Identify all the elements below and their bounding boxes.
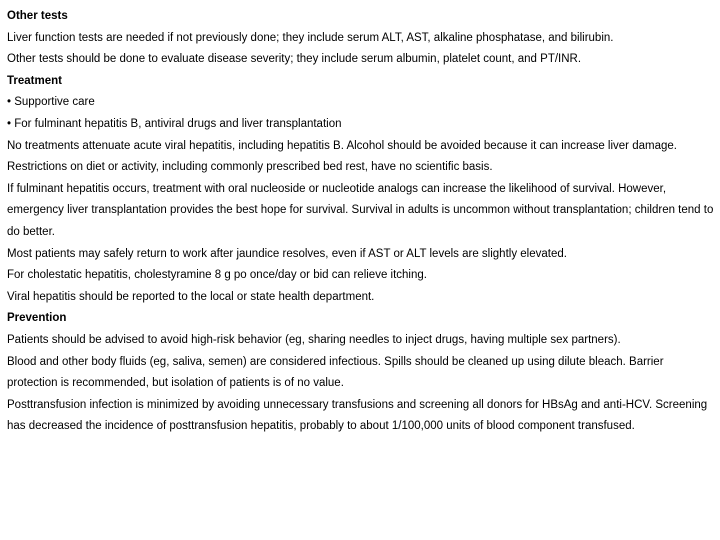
- section-heading: Prevention: [7, 312, 67, 325]
- paragraph: Posttransfusion infection is minimized by avoiding unnecessary transfusions and screening all donors for HBsAg and anti-HCV. Screening has decreased the incidence of posttransfusion hepatitis, probably to about 1/100,000 units of blood component transfused.: [7, 398, 708, 433]
- bullet-item: • Supportive care: [7, 96, 95, 109]
- paragraph: Patients should be advised to avoid high-risk behavior (eg, sharing needles to inject drugs, having multiple sex partners).: [7, 333, 621, 346]
- paragraph: Blood and other body fluids (eg, saliva, semen) are considered infectious. Spills should be cleaned up using dilute bleach. Barrier protection is recommended, but isolation of patients is of no value.: [7, 355, 664, 390]
- section-prevention: [7, 308, 715, 438]
- section-other-tests: [7, 6, 715, 71]
- document-body: [7, 6, 715, 438]
- section-heading: Treatment: [7, 74, 62, 87]
- paragraph: Other tests should be done to evaluate disease severity; they include serum albumin, platelet count, and PT/INR.: [7, 53, 582, 66]
- paragraph: Liver function tests are needed if not previously done; they include serum ALT, AST, alkaline phosphatase, and bilirubin.: [7, 31, 614, 44]
- paragraph: If fulminant hepatitis occurs, treatment with oral nucleoside or nucleotide analogs can increase the likelihood of survival. However, emergency liver transplantation provides the best hope for survival. Survival in adults is uncommon without transplantation; children tend to do better.: [7, 182, 714, 238]
- paragraph: Most patients may safely return to work after jaundice resolves, even if AST or ALT levels are slightly elevated.: [7, 247, 567, 260]
- paragraph: For cholestatic hepatitis, cholestyramine 8 g po once/day or bid can relieve itching.: [7, 269, 427, 282]
- section-treatment: [7, 71, 715, 309]
- bullet-item: • For fulminant hepatitis B, antiviral drugs and liver transplantation: [7, 117, 342, 130]
- paragraph: No treatments attenuate acute viral hepatitis, including hepatitis B. Alcohol should be avoided because it can increase liver damage.: [7, 139, 677, 152]
- paragraph: Viral hepatitis should be reported to the local or state health department.: [7, 290, 375, 303]
- section-heading: Other tests: [7, 10, 68, 22]
- paragraph: Restrictions on diet or activity, including commonly prescribed bed rest, have no scientific basis.: [7, 161, 493, 174]
